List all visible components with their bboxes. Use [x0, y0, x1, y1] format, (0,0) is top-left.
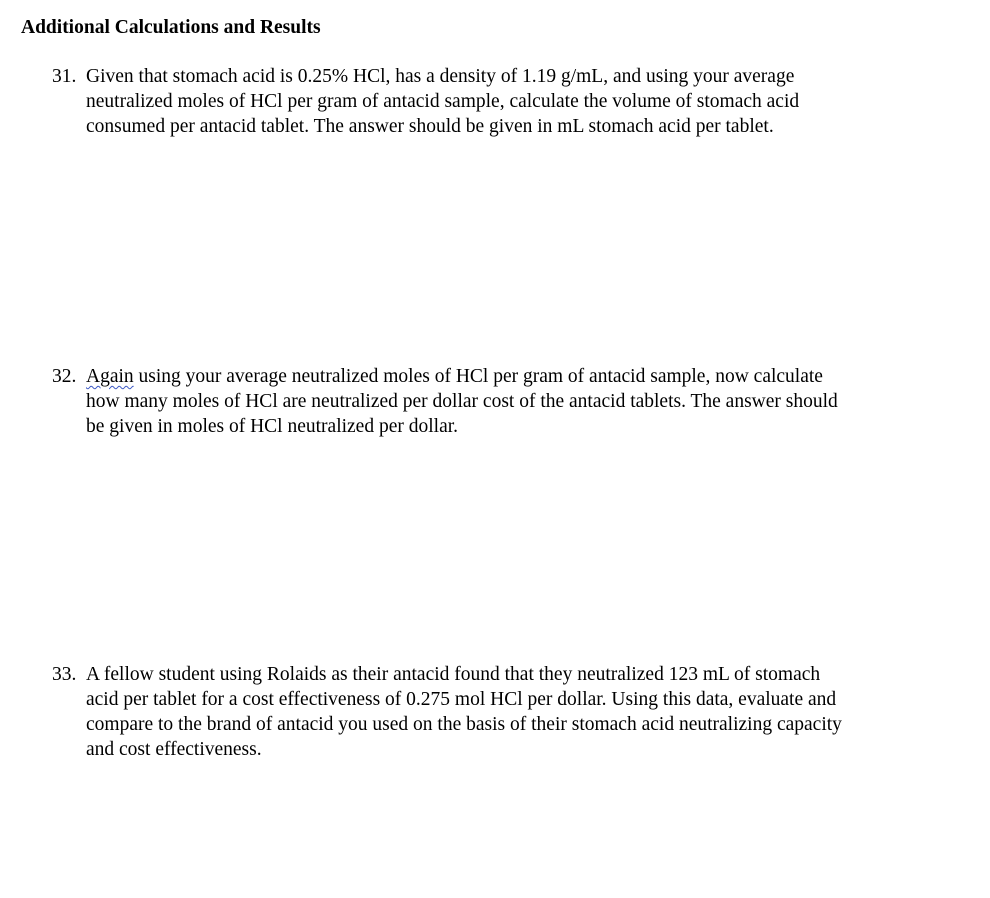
question-text-fragment: using your average neutralized moles of HCl per gram of antacid sample, now calculate: [133, 366, 823, 387]
question-number: 31.: [52, 66, 77, 87]
spellcheck-flagged-word[interactable]: Again: [86, 366, 134, 387]
question-text-line: Given that stomach acid is 0.25% HCl, has a density of 1.19 g/mL, and using your average: [86, 66, 795, 87]
section-heading: Additional Calculations and Results: [21, 17, 321, 38]
question-33: [52, 662, 842, 762]
question-text-line: and cost effectiveness.: [86, 739, 262, 760]
question-text-line: compare to the brand of antacid you used on the basis of their stomach acid neutralizing capacity: [86, 714, 842, 735]
question-32: [52, 364, 838, 439]
question-number: 32.: [52, 366, 77, 387]
question-31: [52, 64, 799, 139]
question-text-line: [86, 364, 838, 389]
question-text-line: neutralized moles of HCl per gram of antacid sample, calculate the volume of stomach acid: [86, 91, 800, 112]
question-text-line: A fellow student using Rolaids as their antacid found that they neutralized 123 mL of stomach: [86, 664, 821, 685]
question-text-line: be given in moles of HCl neutralized per dollar.: [86, 416, 459, 437]
question-text-line: how many moles of HCl are neutralized per dollar cost of the antacid tablets. The answer should: [86, 391, 838, 412]
question-number: 33.: [52, 664, 77, 685]
question-text-line: acid per tablet for a cost effectiveness of 0.275 mol HCl per dollar. Using this data, evaluate and: [86, 689, 837, 710]
question-text-line: consumed per antacid tablet. The answer should be given in mL stomach acid per tablet.: [86, 116, 774, 137]
